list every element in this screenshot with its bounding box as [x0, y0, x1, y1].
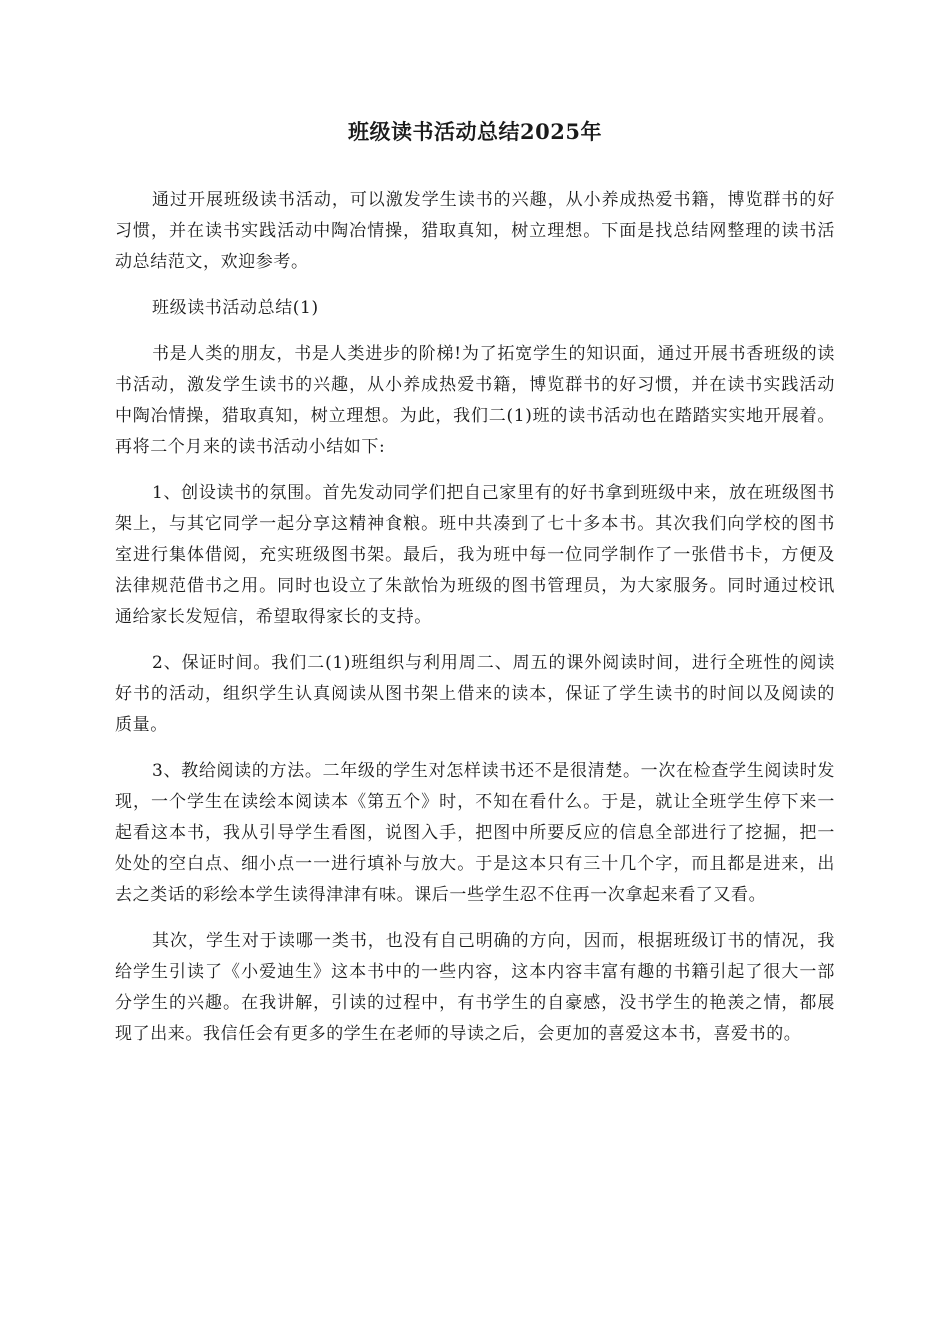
- intro-paragraph: 通过开展班级读书活动，可以激发学生读书的兴趣，从小养成热爱书籍，博览群书的好习惯，并在读书实践活动中陶冶情操，猎取真知，树立理想。下面是找总结网整理的读书活动总结范文，欢迎参考。: [115, 190, 835, 272]
- section-heading: 班级读书活动总结(1): [152, 298, 319, 318]
- body-paragraph: 1、创设读书的氛围。首先发动同学们把自己家里有的好书拿到班级中来，放在班级图书架上，与其它同学一起分享这精神食粮。班中共凑到了七十多本书。其次我们向学校的图书室进行集体借阅，充实班级图书架。最后，我为班中每一位同学制作了一张借书卡，方便及法律规范借书之用。同时也设立了朱歆怡为班级的图书管理员，为大家服务。同时通过校讯通给家长发短信，希望取得家长的支持。: [115, 483, 835, 627]
- document-title: 班级读书活动总结2025年: [348, 119, 602, 144]
- body-paragraph: 2、保证时间。我们二(1)班组织与利用周二、周五的课外阅读时间，进行全班性的阅读好书的活动，组织学生认真阅读从图书架上借来的读本，保证了学生读书的时间以及阅读的质量。: [115, 653, 835, 735]
- body-paragraph: 3、教给阅读的方法。二年级的学生对怎样读书还不是很清楚。一次在检查学生阅读时发现，一个学生在读绘本阅读本《第五个》时，不知在看什么。于是，就让全班学生停下来一起看这本书，我从引导学生看图，说图入手，把图中所要反应的信息全部进行了挖掘，把一处处的空白点、细小点一一进行填补与放大。于是这本只有三十几个字，而且都是进来，出去之类话的彩绘本学生读得津津有味。课后一些学生忍不住再一次拿起来看了又看。: [115, 761, 835, 905]
- body-paragraph: 书是人类的朋友，书是人类进步的阶梯!为了拓宽学生的知识面，通过开展书香班级的读书活动，激发学生读书的兴趣，从小养成热爱书籍，博览群书的好习惯，并在读书实践活动中陶冶情操，猎取真知，树立理想。为此，我们二(1)班的读书活动也在踏踏实实地开展着。再将二个月来的读书活动小结如下:: [115, 344, 835, 457]
- body-paragraph: 其次，学生对于读哪一类书，也没有自己明确的方向，因而，根据班级订书的情况，我给学生引读了《小爱迪生》这本书中的一些内容，这本内容丰富有趣的书籍引起了很大一部分学生的兴趣。在我讲解，引读的过程中，有书学生的自豪感，没书学生的艳羡之情，都展现了出来。我信任会有更多的学生在老师的导读之后，会更加的喜爱这本书，喜爱书的。: [115, 931, 835, 1044]
